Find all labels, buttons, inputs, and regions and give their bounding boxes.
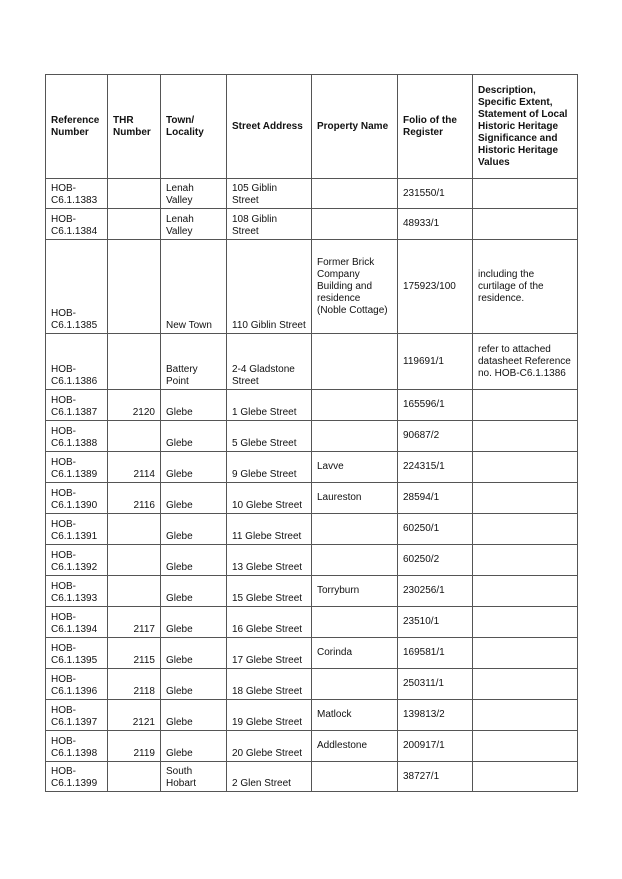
- cell-reference-number: HOB-C6.1.1383: [46, 179, 108, 209]
- cell-thr-number: [108, 576, 161, 607]
- cell-town: Glebe: [161, 390, 227, 421]
- cell-reference-number: HOB-C6.1.1385: [46, 240, 108, 334]
- cell-description: [473, 483, 578, 514]
- cell-folio: 28594/1: [398, 483, 473, 514]
- cell-thr-number: 2120: [108, 390, 161, 421]
- table-row: [46, 545, 578, 576]
- cell-property-name: [312, 209, 398, 240]
- table-row: [46, 700, 578, 731]
- cell-town: Glebe: [161, 669, 227, 700]
- cell-folio: 165596/1: [398, 390, 473, 421]
- cell-thr-number: [108, 421, 161, 452]
- cell-thr-number: 2117: [108, 607, 161, 638]
- cell-town: New Town: [161, 240, 227, 334]
- cell-street-address: 105 Giblin Street: [227, 179, 312, 209]
- table-row: [46, 638, 578, 669]
- cell-folio: 230256/1: [398, 576, 473, 607]
- cell-property-name: Lavve: [312, 452, 398, 483]
- cell-town: Lenah Valley: [161, 209, 227, 240]
- cell-street-address: 17 Glebe Street: [227, 638, 312, 669]
- cell-reference-number: HOB-C6.1.1399: [46, 762, 108, 792]
- table-row: [46, 209, 578, 240]
- cell-town: South Hobart: [161, 762, 227, 792]
- cell-thr-number: [108, 179, 161, 209]
- cell-reference-number: HOB-C6.1.1396: [46, 669, 108, 700]
- cell-thr-number: [108, 209, 161, 240]
- cell-town: Glebe: [161, 452, 227, 483]
- cell-folio: 119691/1: [398, 334, 473, 390]
- cell-reference-number: HOB-C6.1.1386: [46, 334, 108, 390]
- cell-street-address: 110 Giblin Street: [227, 240, 312, 334]
- table-row: [46, 731, 578, 762]
- cell-thr-number: 2116: [108, 483, 161, 514]
- table-row: [46, 334, 578, 390]
- header-reference-number: Reference Number: [46, 75, 108, 179]
- table-row: [46, 669, 578, 700]
- cell-street-address: 13 Glebe Street: [227, 545, 312, 576]
- header-description: Description, Specific Extent, Statement of Local Historic Heritage Significance and Historic Heritage Values: [473, 75, 578, 179]
- table-row: [46, 483, 578, 514]
- cell-town: Battery Point: [161, 334, 227, 390]
- cell-property-name: Torryburn: [312, 576, 398, 607]
- cell-folio: 90687/2: [398, 421, 473, 452]
- cell-street-address: 5 Glebe Street: [227, 421, 312, 452]
- cell-folio: 175923/100: [398, 240, 473, 334]
- cell-property-name: [312, 179, 398, 209]
- cell-reference-number: HOB-C6.1.1388: [46, 421, 108, 452]
- cell-reference-number: HOB-C6.1.1384: [46, 209, 108, 240]
- cell-town: Glebe: [161, 483, 227, 514]
- cell-folio: 231550/1: [398, 179, 473, 209]
- cell-property-name: [312, 514, 398, 545]
- cell-thr-number: 2118: [108, 669, 161, 700]
- cell-description: [473, 390, 578, 421]
- cell-reference-number: HOB-C6.1.1392: [46, 545, 108, 576]
- cell-folio: 23510/1: [398, 607, 473, 638]
- cell-folio: 250311/1: [398, 669, 473, 700]
- cell-description: [473, 209, 578, 240]
- cell-description: [473, 638, 578, 669]
- cell-thr-number: [108, 240, 161, 334]
- cell-town: Glebe: [161, 607, 227, 638]
- table-row: [46, 576, 578, 607]
- header-folio: Folio of the Register: [398, 75, 473, 179]
- header-property-name: Property Name: [312, 75, 398, 179]
- cell-folio: 48933/1: [398, 209, 473, 240]
- cell-reference-number: HOB-C6.1.1394: [46, 607, 108, 638]
- cell-street-address: 108 Giblin Street: [227, 209, 312, 240]
- cell-reference-number: HOB-C6.1.1391: [46, 514, 108, 545]
- cell-folio: 169581/1: [398, 638, 473, 669]
- cell-reference-number: HOB-C6.1.1390: [46, 483, 108, 514]
- cell-description: including the curtilage of the residence.: [473, 240, 578, 334]
- cell-thr-number: 2114: [108, 452, 161, 483]
- cell-street-address: 18 Glebe Street: [227, 669, 312, 700]
- cell-reference-number: HOB-C6.1.1393: [46, 576, 108, 607]
- cell-street-address: 20 Glebe Street: [227, 731, 312, 762]
- table-row: [46, 390, 578, 421]
- cell-street-address: 11 Glebe Street: [227, 514, 312, 545]
- cell-description: [473, 452, 578, 483]
- cell-folio: 200917/1: [398, 731, 473, 762]
- cell-street-address: 1 Glebe Street: [227, 390, 312, 421]
- cell-property-name: Matlock: [312, 700, 398, 731]
- cell-thr-number: 2115: [108, 638, 161, 669]
- cell-thr-number: [108, 545, 161, 576]
- cell-description: refer to attached datasheet Reference no. HOB-C6.1.1386: [473, 334, 578, 390]
- table-row: [46, 421, 578, 452]
- cell-thr-number: 2121: [108, 700, 161, 731]
- cell-street-address: 19 Glebe Street: [227, 700, 312, 731]
- cell-street-address: 15 Glebe Street: [227, 576, 312, 607]
- cell-reference-number: HOB-C6.1.1398: [46, 731, 108, 762]
- header-row: [46, 75, 578, 179]
- table-row: [46, 607, 578, 638]
- cell-property-name: [312, 669, 398, 700]
- table-row: [46, 240, 578, 334]
- cell-property-name: Former Brick Company Building and residence (Noble Cottage): [312, 240, 398, 334]
- cell-property-name: Addlestone: [312, 731, 398, 762]
- cell-description: [473, 607, 578, 638]
- cell-property-name: [312, 607, 398, 638]
- cell-reference-number: HOB-C6.1.1395: [46, 638, 108, 669]
- cell-town: Glebe: [161, 576, 227, 607]
- cell-property-name: [312, 762, 398, 792]
- cell-street-address: 9 Glebe Street: [227, 452, 312, 483]
- cell-town: Glebe: [161, 638, 227, 669]
- cell-reference-number: HOB-C6.1.1397: [46, 700, 108, 731]
- cell-reference-number: HOB-C6.1.1387: [46, 390, 108, 421]
- cell-property-name: [312, 390, 398, 421]
- cell-reference-number: HOB-C6.1.1389: [46, 452, 108, 483]
- cell-street-address: 2 Glen Street: [227, 762, 312, 792]
- cell-property-name: [312, 545, 398, 576]
- cell-thr-number: [108, 514, 161, 545]
- cell-thr-number: [108, 762, 161, 792]
- cell-description: [473, 669, 578, 700]
- cell-folio: 60250/2: [398, 545, 473, 576]
- table-row: [46, 452, 578, 483]
- table-row: [46, 514, 578, 545]
- heritage-register-table: [45, 74, 578, 792]
- cell-description: [473, 421, 578, 452]
- cell-thr-number: [108, 334, 161, 390]
- cell-folio: 60250/1: [398, 514, 473, 545]
- cell-description: [473, 514, 578, 545]
- cell-thr-number: 2119: [108, 731, 161, 762]
- cell-folio: 38727/1: [398, 762, 473, 792]
- header-town-locality: Town/ Locality: [161, 75, 227, 179]
- cell-description: [473, 700, 578, 731]
- cell-town: Glebe: [161, 700, 227, 731]
- cell-property-name: Laureston: [312, 483, 398, 514]
- cell-description: [473, 545, 578, 576]
- cell-town: Glebe: [161, 731, 227, 762]
- cell-street-address: 2-4 Gladstone Street: [227, 334, 312, 390]
- cell-folio: 139813/2: [398, 700, 473, 731]
- cell-property-name: [312, 334, 398, 390]
- cell-folio: 224315/1: [398, 452, 473, 483]
- cell-property-name: [312, 421, 398, 452]
- cell-town: Glebe: [161, 545, 227, 576]
- cell-town: Glebe: [161, 421, 227, 452]
- cell-street-address: 16 Glebe Street: [227, 607, 312, 638]
- cell-description: [473, 731, 578, 762]
- cell-town: Lenah Valley: [161, 179, 227, 209]
- cell-street-address: 10 Glebe Street: [227, 483, 312, 514]
- header-street-address: Street Address: [227, 75, 312, 179]
- cell-description: [473, 762, 578, 792]
- header-thr-number: THR Number: [108, 75, 161, 179]
- cell-description: [473, 179, 578, 209]
- cell-town: Glebe: [161, 514, 227, 545]
- table-row: [46, 179, 578, 209]
- table-row: [46, 762, 578, 792]
- cell-property-name: Corinda: [312, 638, 398, 669]
- cell-description: [473, 576, 578, 607]
